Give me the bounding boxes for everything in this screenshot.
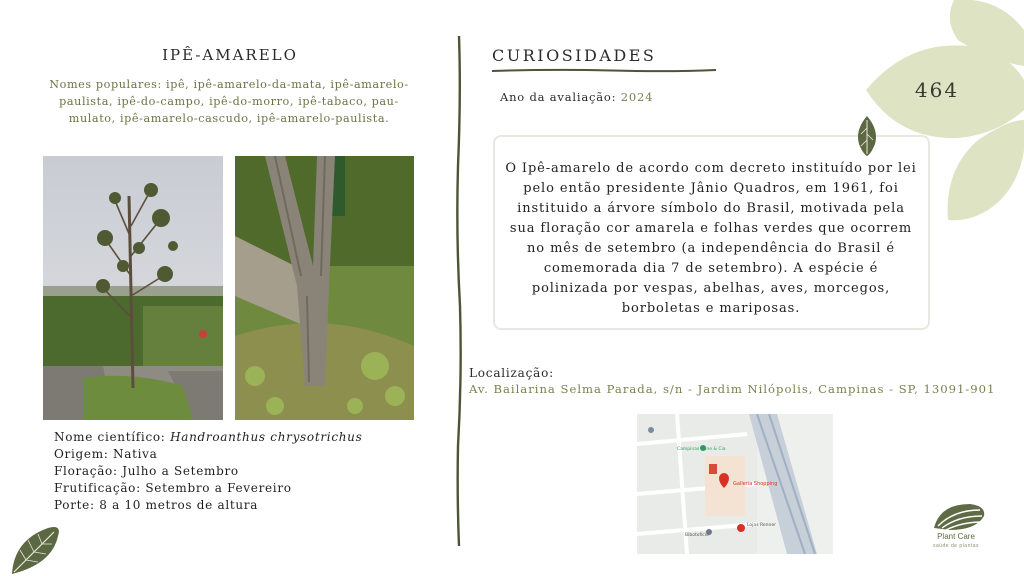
trunk-photo bbox=[235, 156, 414, 420]
location-label: Localização: bbox=[469, 366, 554, 380]
origin: Origem: Nativa bbox=[54, 447, 158, 461]
location-address: Av. Bailarina Selma Parada, s/n - Jardim Nilópolis, Campinas - SP, 13091-901 bbox=[469, 382, 996, 396]
tree-title: IPÊ-AMARELO bbox=[162, 46, 298, 64]
tree-photo bbox=[43, 156, 223, 420]
fruiting: Frutificação: Setembro a Fevereiro bbox=[54, 481, 292, 495]
map-label-galleria: Galleria Shopping bbox=[733, 481, 778, 487]
size: Porte: 8 a 10 metros de altura bbox=[54, 498, 259, 512]
location-map[interactable] bbox=[637, 414, 833, 554]
curiosity-text: O Ipê-amarelo de acordo com decreto instituído por lei pelo então presidente Jânio Quadros, em 1961, foi instituido a árvore símbolo do Brasil, motivada pela sua floração cor amarela e folhas verdes que ocorrem no mês de setembro (a independência do Brasil é comemorada dia 7 de setembro). A espécie é polinizada por vespas, abelhas, aves, morcegos, borboletas e mariposas. bbox=[505, 161, 917, 316]
evaluation-year bbox=[500, 90, 653, 104]
tree-number: 464 bbox=[914, 78, 960, 102]
logo-tagline: saúde de plantas bbox=[932, 543, 980, 549]
leaf-icon bbox=[855, 116, 879, 156]
popular-names: Nomes populares: ipê, ipê-amarelo-da-mata, ipê-amarelo-paulista, ipê-do-campo, ipê-do-morro, ipê-tabaco, pau-mulato, ipê-amarelo-cascudo, ipê-amarelo-paulista. bbox=[49, 78, 409, 125]
map-label-renner: Lojas Renner bbox=[747, 523, 776, 528]
title-underline bbox=[492, 66, 716, 74]
vertical-divider bbox=[454, 36, 464, 546]
evaluation-year-label: Ano da avaliação: bbox=[500, 90, 621, 104]
evaluation-year-value: 2024 bbox=[620, 90, 654, 104]
map-label-bibotoficio: Bibotofício bbox=[685, 533, 709, 538]
flowering: Floração: Julho a Setembro bbox=[54, 464, 239, 478]
scientific-name-row bbox=[54, 429, 414, 446]
scientific-name-label: Nome científico: bbox=[54, 430, 171, 444]
scientific-name: Handroanthus chrysotrichus bbox=[170, 430, 363, 444]
species-info bbox=[54, 429, 414, 514]
leaf-corner-icon bbox=[8, 520, 64, 576]
map-label-wine: Campinas Wine & Cia bbox=[677, 447, 726, 452]
curiosities-title: CURIOSIDADES bbox=[492, 46, 657, 65]
logo-name: Plant Care bbox=[937, 532, 975, 541]
